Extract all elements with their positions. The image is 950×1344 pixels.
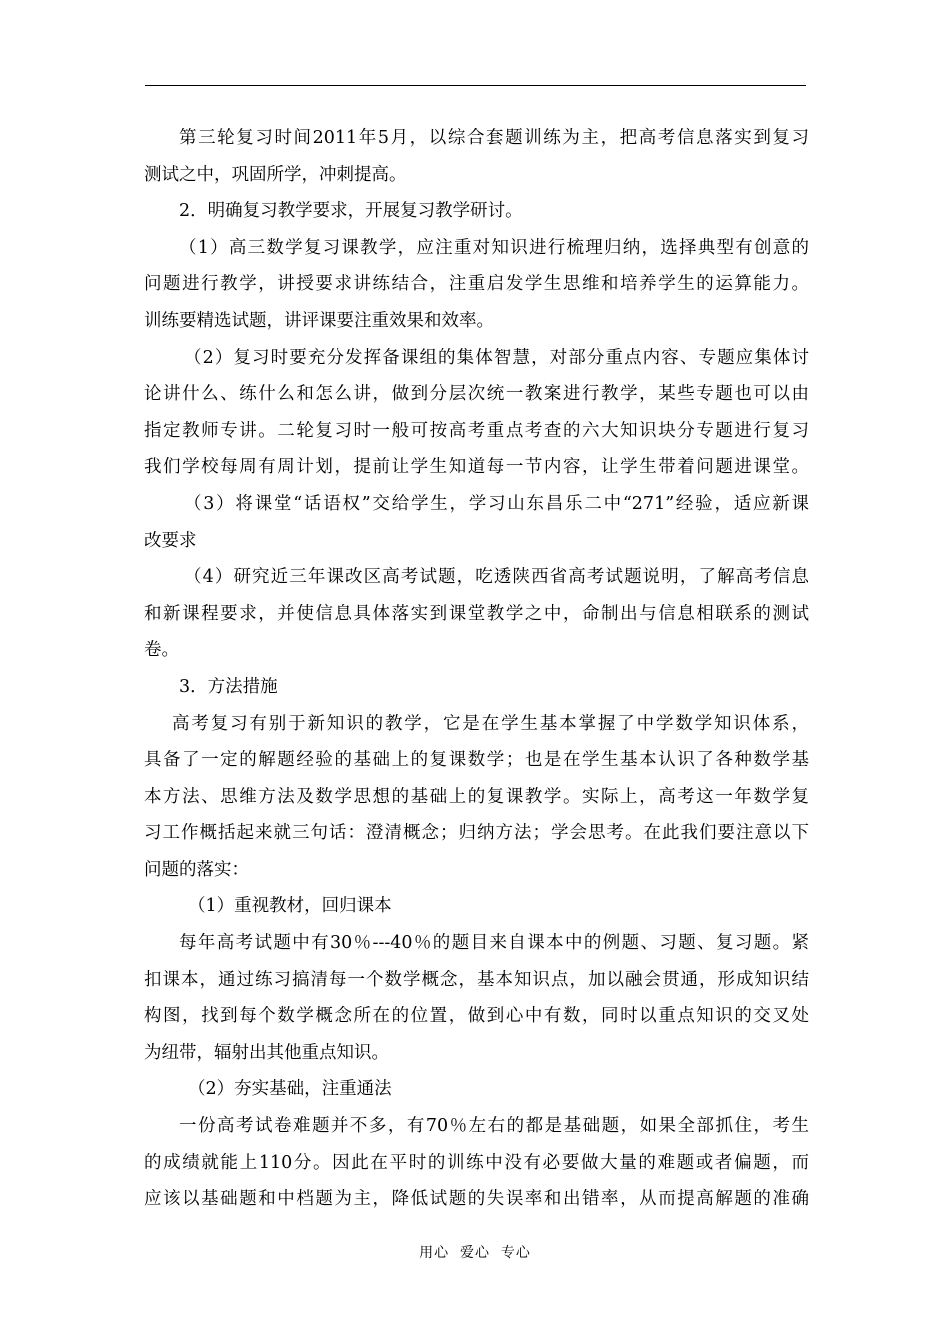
- paragraph-line: 和新课程要求，并使信息具体落实到课堂教学之中，命制出与信息相联系的测试: [144, 603, 809, 624]
- paragraph-line: 训练要精选试题，讲评课要注重效果和效率。: [144, 310, 494, 331]
- paragraph-line: 问题的落实：: [144, 859, 249, 880]
- paragraph-line: 改要求: [144, 530, 197, 551]
- paragraph-line: 本方法、思维方法及数学思想的基础上的复课教学。实际上，高考这一年数学复: [144, 786, 809, 807]
- paragraph-line: （1）高三数学复习课教学，应注重对知识进行梳理归纳，选择典型有创意的: [179, 237, 809, 258]
- paragraph-line: 具备了一定的解题经验的基础上的复课数学；也是在学生基本认识了各种数学基: [144, 750, 809, 771]
- section-heading: 3．方法措施: [179, 676, 278, 697]
- paragraph-line: （3）将课堂“话语权”交给学生，学习山东昌乐二中“271”经验，适应新课: [184, 493, 809, 514]
- paragraph-line: 卷。: [144, 640, 179, 661]
- subsection-heading: （2）夯实基础，注重通法: [188, 1079, 392, 1100]
- paragraph-line: （4）研究近三年课改区高考试题，吃透陕西省高考试题说明，了解高考信息: [184, 567, 809, 588]
- page-footer: 用心 爱心 专心: [419, 1245, 531, 1261]
- paragraph-line: 论讲什么、练什么和怎么讲，做到分层次统一教案进行教学，某些专题也可以由: [144, 384, 809, 405]
- paragraph-line: 我们学校每周有周计划，提前让学生知道每一节内容，让学生带着问题进课堂。: [144, 457, 809, 478]
- paragraph-line: 为纽带，辐射出其他重点知识。: [144, 1042, 389, 1063]
- subsection-heading: （1）重视教材，回归课本: [188, 896, 392, 917]
- paragraph-line: 构图，找到每个数学概念所在的位置，做到心中有数，同时以重点知识的交叉处: [144, 1006, 809, 1027]
- paragraph-line: （2）复习时要充分发挥备课组的集体智慧，对部分重点内容、专题应集体讨: [184, 347, 809, 368]
- paragraph-line: 测试之中，巩固所学，冲刺提高。: [144, 164, 407, 185]
- paragraph-line: 高考复习有别于新知识的教学，它是在学生基本掌握了中学数学知识体系，: [172, 713, 809, 734]
- paragraph-line: 指定教师专讲。二轮复习时一般可按高考重点考查的六大知识块分专题进行复习: [144, 420, 809, 441]
- paragraph-line: 每年高考试题中有30％---40％的题目来自课本中的例题、习题、复习题。紧: [179, 933, 809, 954]
- paragraph-line: 习工作概括起来就三句话：澄清概念；归纳方法；学会思考。在此我们要注意以下: [144, 823, 809, 844]
- paragraph-line: 问题进行教学，讲授要求讲练结合，注重启发学生思维和培养学生的运算能力。: [144, 274, 809, 295]
- document-body: [144, 120, 809, 1218]
- paragraph-line: 的成绩就能上110分。因此在平时的训练中没有必要做大量的难题或者偏题，而: [144, 1152, 809, 1173]
- section-heading: 2．明确复习教学要求，开展复习教学研讨。: [179, 201, 523, 222]
- paragraph-line: 应该以基础题和中档题为主，降低试题的失误率和出错率，从而提高解题的准确: [144, 1189, 809, 1210]
- paragraph-line: 扣课本，通过练习搞清每一个数学概念，基本知识点，加以融会贯通，形成知识结: [144, 969, 809, 990]
- paragraph-line: 一份高考试卷难题并不多，有70％左右的都是基础题，如果全部抓住，考生: [179, 1116, 809, 1137]
- paragraph-line: 第三轮复习时间2011年5月，以综合套题训练为主，把高考信息落实到复习: [179, 128, 809, 148]
- header-rule: [145, 85, 806, 86]
